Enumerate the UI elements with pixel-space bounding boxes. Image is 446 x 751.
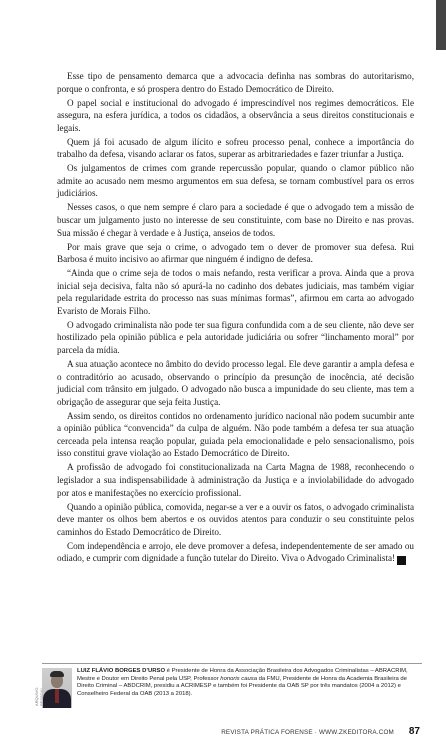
author-name: LUIZ FLÁVIO BORGES D’URSO [77, 668, 166, 674]
article-paragraph: Esse tipo de pensamento demarca que a advocacia definha nas sombras do autoritarismo, porque o confronta, e só prospera dentro do Estado Democrático de Direito. [57, 71, 414, 94]
photo-credit: ARQUIVO [34, 687, 39, 706]
article-paragraph: Quem já foi acusado de algum ilícito e sofreu processo penal, conhece a importância do trabalho da defesa, visando aclarar os fatos, superar as arbitrariedades e fazer triunfar a Justiça. [57, 136, 414, 160]
author-bio-text-1: é Presidente de Honra da Associação Brasileira dos Advogados Criminalistas – ABRACRIM, Mestre e Doutor em Direito Penal pela USP, Professor [77, 668, 408, 682]
author-bio-italic: honoris causa [220, 675, 257, 682]
page-edge-tab-marker [436, 0, 446, 50]
article-paragraph: Por mais grave que seja o crime, o advogado tem o dever de promover sua defesa. Rui Barbosa é muito incisivo ao afirmar que ninguém é indigno de defesa. [57, 241, 414, 265]
article-paragraph: Quando a opinião pública, comovida, negar-se a ver e a ouvir os fatos, o advogado criminalista deve manter os olhos bem abertos e os ouvidos atentos para conduzir o seu constituinte pelos caminhos do Estado Democrático de Direito. [57, 501, 414, 537]
author-bio [77, 668, 421, 698]
article-paragraph: A profissão de advogado foi constitucionalizada na Carta Magna de 1988, reconhecendo o legislador a sua indispensabilidade à administração da Justiça e a inviolabilidade do advogado por atos e manifestações no exercício profissional. [57, 462, 414, 498]
page-number: 87 [408, 726, 420, 737]
page-footer [0, 726, 446, 740]
article-paragraph: “Ainda que o crime seja de todos o mais nefando, resta verificar a prova. Ainda que a prova inicial seja decisiva, falta não só apurá-la no cadinho dos debates judiciais, mas também vigiar pela regularidade estrita do processo nas suas mínimas formas”, afirmou em carta ao advogado Evaristo de Morais Filho. [57, 268, 414, 316]
end-of-article-mark-icon: F [397, 556, 406, 565]
author-bio-text-2: da FMU, Presidente de Honra da Academia Brasileira de Direito Criminal – ABDCRIM, presidiu a ACRIMESP e também foi Presidente da OAB SP por três mandatos (2004 a 2012) e Conselheiro Federal da OAB (2013 a 2018). [77, 675, 407, 697]
author-section-divider [42, 663, 422, 664]
article-paragraph: Os julgamentos de crimes com grande repercussão popular, quando o clamor público não admite ao acusado nem mesmo argumentos em sua defesa, se tornam combustível para os erros judiciários. [57, 163, 414, 199]
article-body [57, 70, 414, 567]
article-paragraph: O papel social e institucional do advogado é imprescindível nos regimes democráticos. Ele assegura, na esfera jurídica, a todos os cidadãos, a observância a seus direitos constitucionais e legais. [57, 97, 414, 133]
article-paragraph: Assim sendo, os direitos contidos no ordenamento jurídico nacional não podem sucumbir ante a opinião pública “convencida” da culpa de alguém. Não pode também a defesa ter sua atuação cerceada pela intensa reação popular, guiada pela emocionalidade e pelo sensacionalismo, pois isso constitui grave violação ao Estado Democrático de Direito. [57, 410, 414, 459]
article-paragraph: O advogado criminalista não pode ter sua figura confundida com a de seu cliente, não deve ser hostilizado pela opinião pública e pela autoridade judiciária ou sofrer “linchamento moral” por parcela da mídia. [57, 319, 414, 355]
final-paragraph-text: Com independência e arrojo, ele deve promover a defesa, independentemente de ser amado ou odiado, e cumprir com dignidade a função tutelar do Direito. Viva o Advogado Criminalista! [57, 540, 414, 564]
article-paragraph: Nesses casos, o que nem sempre é claro para a sociedade é que o advogado tem a missão de buscar um julgamento justo no interesse de seu constituinte, com base no Direito e nas provas. Sua missão é chegar à verdade e à Justiça, anseios de todos. [57, 202, 414, 238]
article-paragraph-final [57, 540, 414, 566]
journal-name: REVISTA PRÁTICA FORENSE · WWW.ZKEDITORA.COM [221, 729, 394, 736]
author-photo [42, 668, 72, 708]
article-paragraph: A sua atuação acontece no âmbito do devido processo legal. Ele deve garantir a ampla defesa e o contraditório ao acusado, observando o princípio da presunção de inocência, até decisão judicial com trânsito em julgado. O advogado não busca a impunidade do seu cliente, mas tem a obrigação de assegurar que seja feita Justiça. [57, 359, 414, 407]
